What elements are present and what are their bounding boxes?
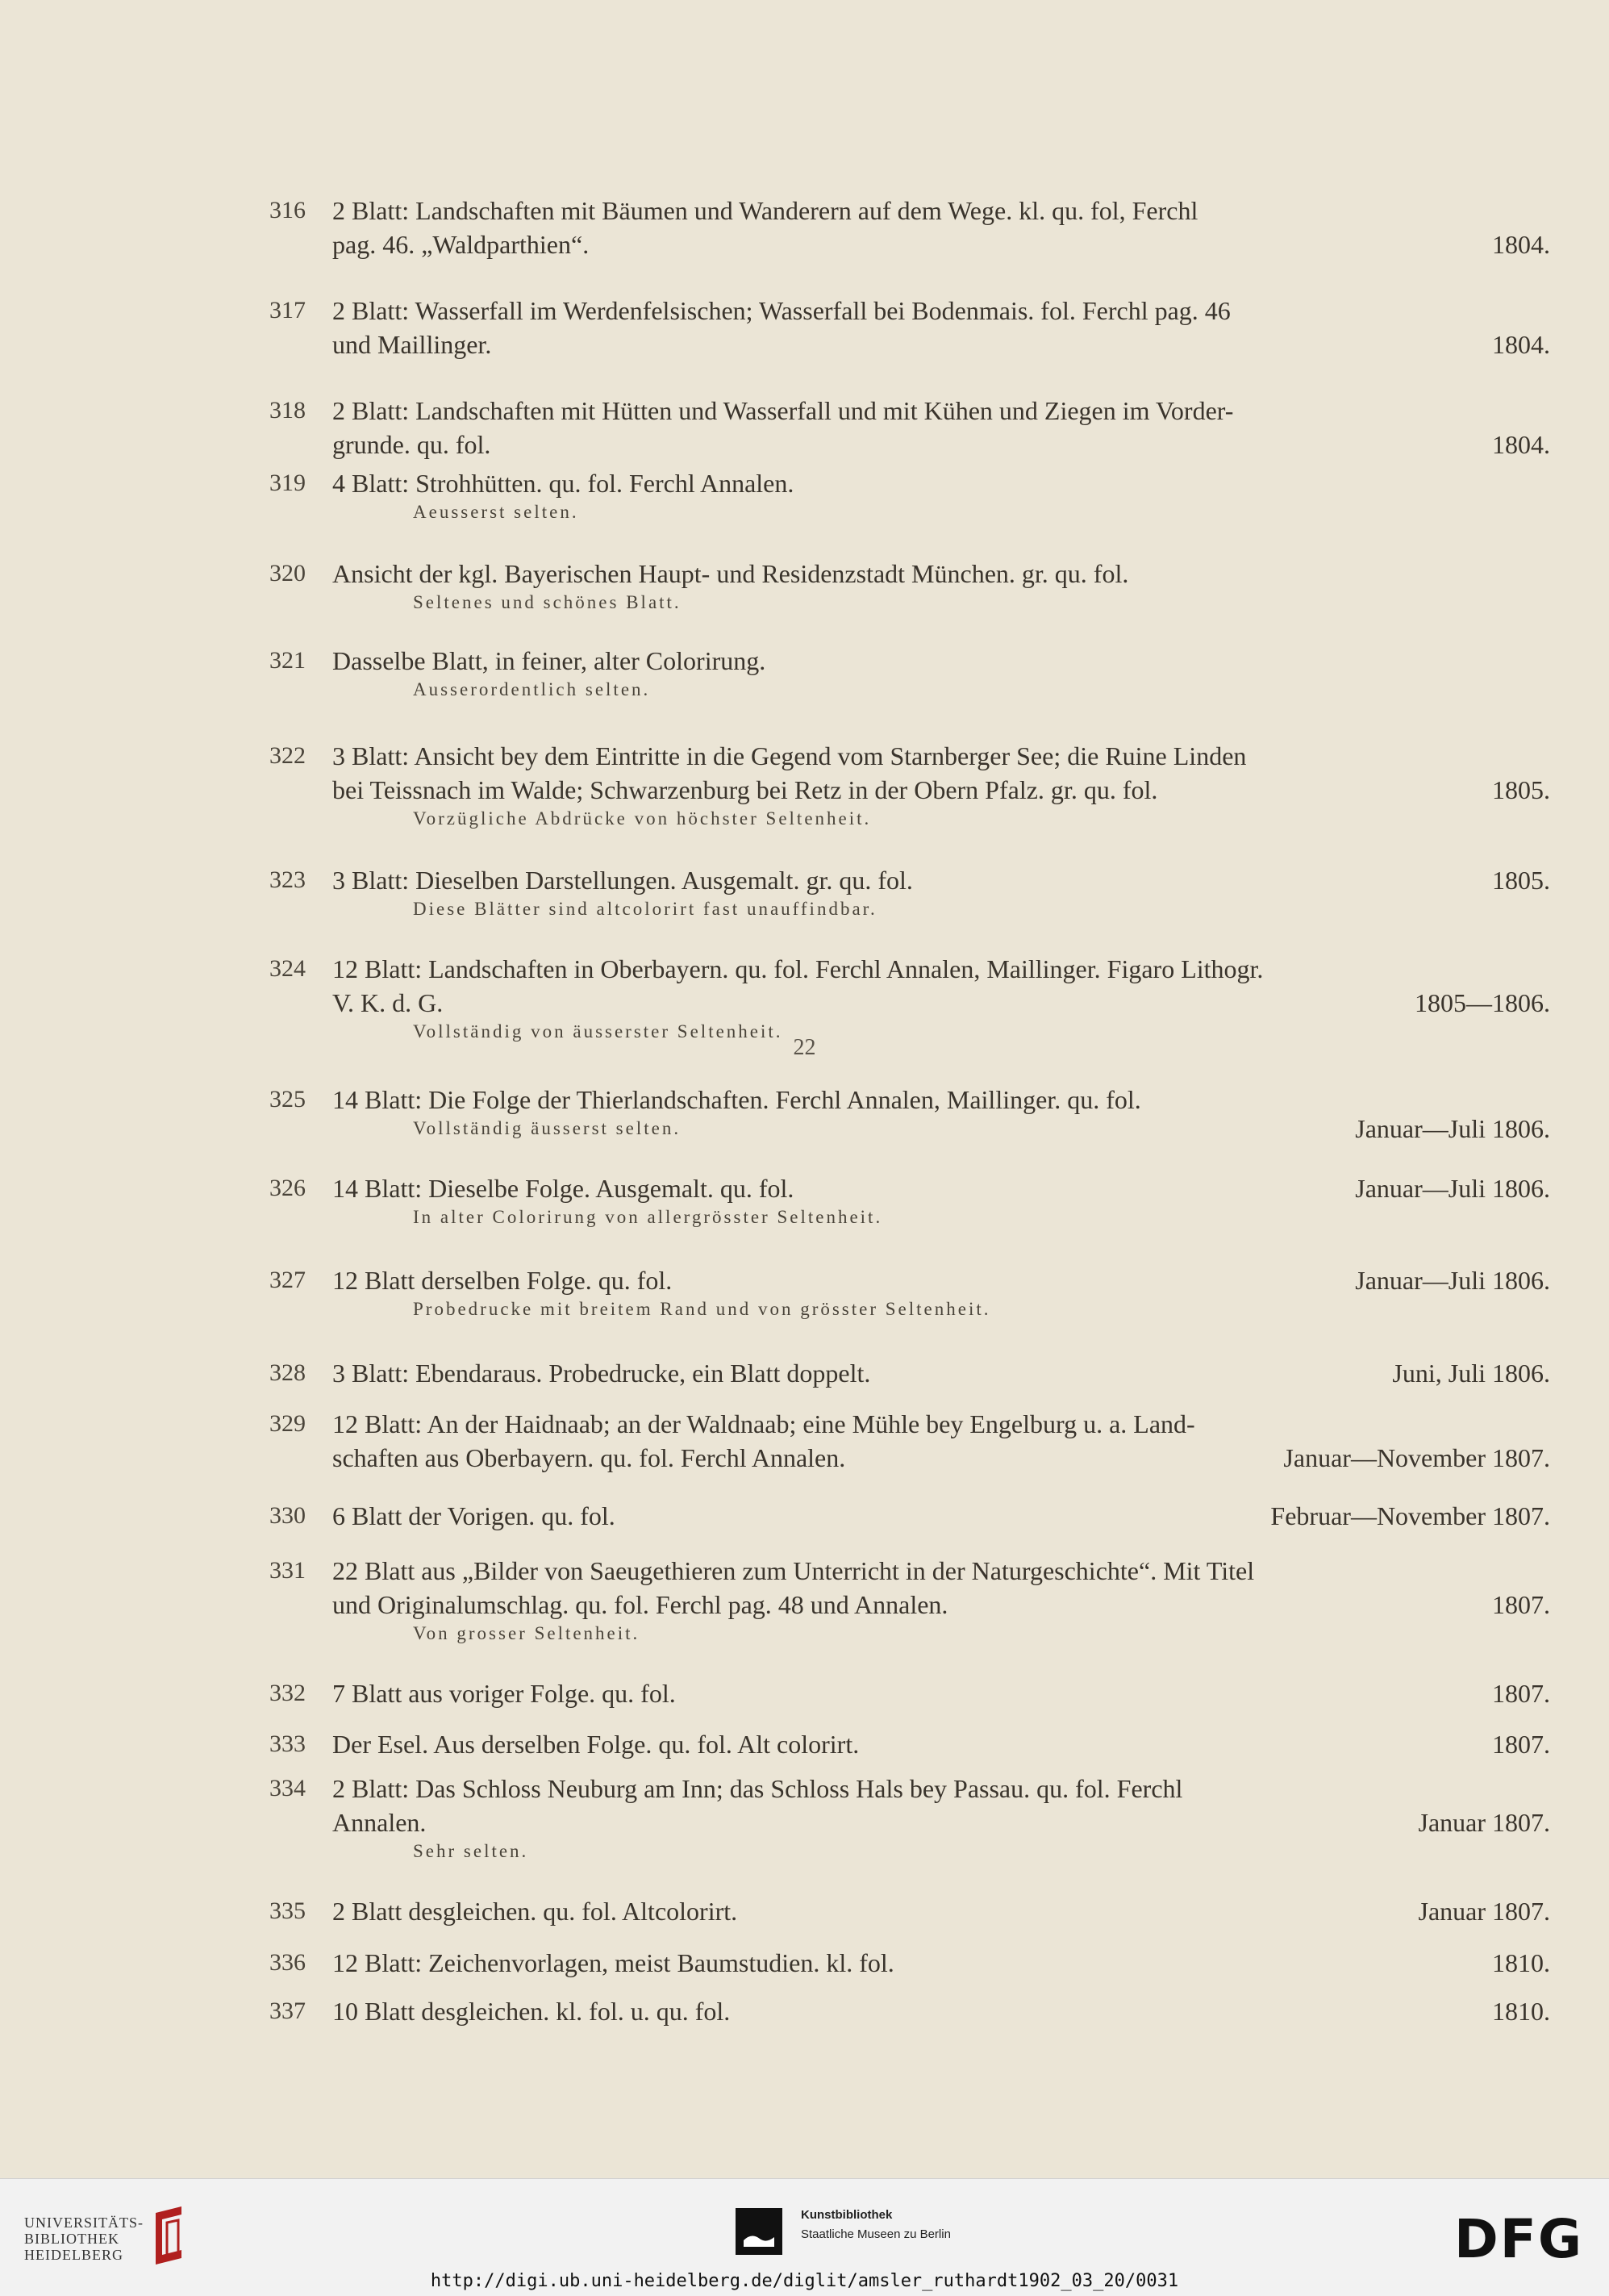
entry-text: 3 Blatt: Ebendaraus. Probedrucke, ein Blatt doppelt. [332,1359,871,1388]
entry-number: 320 [269,560,306,587]
kunstbibliothek-logo-icon[interactable] [736,2208,782,2255]
entry-text: 7 Blatt aus voriger Folge. qu. fol. [332,1679,676,1708]
kunstbibliothek-name: Kunstbibliothek [801,2208,893,2222]
entry-text: 2 Blatt: Wasserfall im Werdenfelsischen; Wasserfall bei Bodenmais. fol. Ferchl pag. 46 [332,296,1231,325]
entry-number: 317 [269,297,306,324]
entry-number: 323 [269,866,306,893]
entry-date: 1805. [1492,866,1550,895]
entry-date: 1810. [1492,1948,1550,1977]
entry-text: Annalen. [332,1808,427,1837]
entry-note: In alter Colorirung von allergrösster Seltenheit. [413,1207,883,1227]
entry-text: 2 Blatt: Das Schloss Neuburg am Inn; das Schloss Hals bey Passau. qu. fol. Ferchl [332,1774,1183,1803]
entry-number: 324 [269,955,306,982]
entry-date: 1807. [1492,1679,1550,1708]
entry-number: 330 [269,1502,306,1529]
entry-date: 1810. [1492,1997,1550,2026]
dfg-logo[interactable]: DFG [1453,2208,1583,2270]
page-number: 22 [793,1035,816,1060]
university-logo-icon [149,2205,190,2269]
entry-text: 12 Blatt: An der Haidnaab; an der Waldnaab; eine Mühle bey Engelburg u. a. Land- [332,1409,1195,1438]
entry-date: Januar 1807. [1418,1897,1550,1926]
entry-note: Vorzügliche Abdrücke von höchster Seltenheit. [413,808,872,829]
entry-number: 327 [269,1267,306,1293]
entry-text: Der Esel. Aus derselben Folge. qu. fol. Alt colorirt. [332,1730,860,1759]
entry-date: 1804. [1492,230,1550,259]
entry-number: 319 [269,470,306,496]
uni-name-line: HEIDELBERG [24,2247,123,2263]
entry-text: 3 Blatt: Dieselben Darstellungen. Ausgemalt. gr. qu. fol. [332,866,913,895]
entry-number: 337 [269,1998,306,2024]
entry-text: schaften aus Oberbayern. qu. fol. Ferchl Annalen. [332,1443,846,1472]
entry-text: bei Teissnach im Walde; Schwarzenburg bei Retz in der Obern Pfalz. gr. qu. fol. [332,775,1158,804]
entry-text: 22 Blatt aus „Bilder von Saeugethieren zum Unterricht in der Naturgeschichte“. Mit Titel [332,1556,1255,1585]
entry-note: Ausserordentlich selten. [413,679,651,699]
entry-date: Januar—Juli 1806. [1355,1266,1550,1295]
entry-text: 4 Blatt: Strohhütten. qu. fol. Ferchl Annalen. [332,469,794,498]
entry-note: Probedrucke mit breitem Rand und von grösster Seltenheit. [413,1299,991,1319]
entry-number: 331 [269,1557,306,1584]
uni-name-line: BIBLIOTHEK [24,2231,119,2247]
entry-number: 335 [269,1897,306,1924]
entry-note: Von grosser Seltenheit. [413,1623,640,1643]
entry-text: 12 Blatt: Landschaften in Oberbayern. qu. fol. Ferchl Annalen, Maillinger. Figaro Lithogr. [332,954,1264,983]
entry-text: V. K. d. G. [332,988,444,1017]
entry-date: Januar—Juli 1806. [1355,1114,1550,1143]
entry-date: 1805—1806. [1415,988,1550,1017]
uni-name-line: UNIVERSITÄTS- [24,2215,144,2231]
entry-date: Januar—Juli 1806. [1355,1174,1550,1203]
entry-note: Sehr selten. [413,1841,529,1861]
entry-number: 322 [269,742,306,769]
entry-date: 1807. [1492,1730,1550,1759]
entry-text: 12 Blatt: Zeichenvorlagen, meist Baumstudien. kl. fol. [332,1948,894,1977]
entry-number: 336 [269,1949,306,1976]
entry-date: Januar—November 1807. [1283,1443,1550,1472]
entry-text: 10 Blatt desgleichen. kl. fol. u. qu. fol. [332,1997,731,2026]
entry-number: 318 [269,397,306,424]
entry-date: 1804. [1492,330,1550,359]
entry-note: Aeusserst selten. [413,502,579,522]
entry-text: 2 Blatt desgleichen. qu. fol. Altcolorirt. [332,1897,738,1926]
page-url[interactable]: http://digi.ub.uni-heidelberg.de/diglit/amsler_ruthardt1902_03_20/0031 [430,2271,1179,2291]
entry-text: 12 Blatt derselben Folge. qu. fol. [332,1266,673,1295]
university-library-logo[interactable] [24,2215,144,2263]
entry-text: 6 Blatt der Vorigen. qu. fol. [332,1501,615,1530]
entry-date: Februar—November 1807. [1270,1501,1550,1530]
entry-date: Januar 1807. [1418,1808,1550,1837]
entry-date: 1805. [1492,775,1550,804]
entry-number: 328 [269,1359,306,1386]
entry-text: Ansicht der kgl. Bayerischen Haupt- und Residenzstadt München. gr. qu. fol. [332,559,1129,588]
entry-text: Dasselbe Blatt, in feiner, alter Colorirung. [332,646,766,675]
entry-note: Vollständig von äusserster Seltenheit. [413,1021,783,1042]
entry-text: 14 Blatt: Die Folge der Thierlandschaften. Ferchl Annalen, Maillinger. qu. fol. [332,1085,1141,1114]
entry-number: 325 [269,1086,306,1113]
entry-text: grunde. qu. fol. [332,430,491,459]
entry-number: 334 [269,1775,306,1801]
entry-number: 321 [269,647,306,674]
kunstbibliothek-subtitle: Staatliche Museen zu Berlin [801,2227,951,2241]
entry-date: 1804. [1492,430,1550,459]
entry-number: 332 [269,1680,306,1706]
entry-number: 316 [269,197,306,223]
entry-date: 1807. [1492,1590,1550,1619]
entry-text: und Originalumschlag. qu. fol. Ferchl pag. 48 und Annalen. [332,1590,948,1619]
entry-number: 326 [269,1175,306,1201]
entry-text: 3 Blatt: Ansicht bey dem Eintritte in die Gegend vom Starnberger See; die Ruine Linden [332,741,1247,770]
entry-text: 2 Blatt: Landschaften mit Bäumen und Wanderern auf dem Wege. kl. qu. fol, Ferchl [332,196,1198,225]
entry-number: 333 [269,1730,306,1757]
entry-note: Diese Blätter sind altcolorirt fast unauffindbar. [413,899,877,919]
entry-note: Vollständig äusserst selten. [413,1118,682,1138]
entry-number: 329 [269,1410,306,1437]
entry-text: pag. 46. „Waldparthien“. [332,230,590,259]
entry-text: und Maillinger. [332,330,492,359]
entry-text: 2 Blatt: Landschaften mit Hütten und Wasserfall und mit Kühen und Ziegen im Vorder- [332,396,1234,425]
entry-date: Juni, Juli 1806. [1392,1359,1550,1388]
entry-note: Seltenes und schönes Blatt. [413,592,682,612]
entry-text: 14 Blatt: Dieselbe Folge. Ausgemalt. qu. fol. [332,1174,794,1203]
viewer-footer [0,2178,1609,2296]
